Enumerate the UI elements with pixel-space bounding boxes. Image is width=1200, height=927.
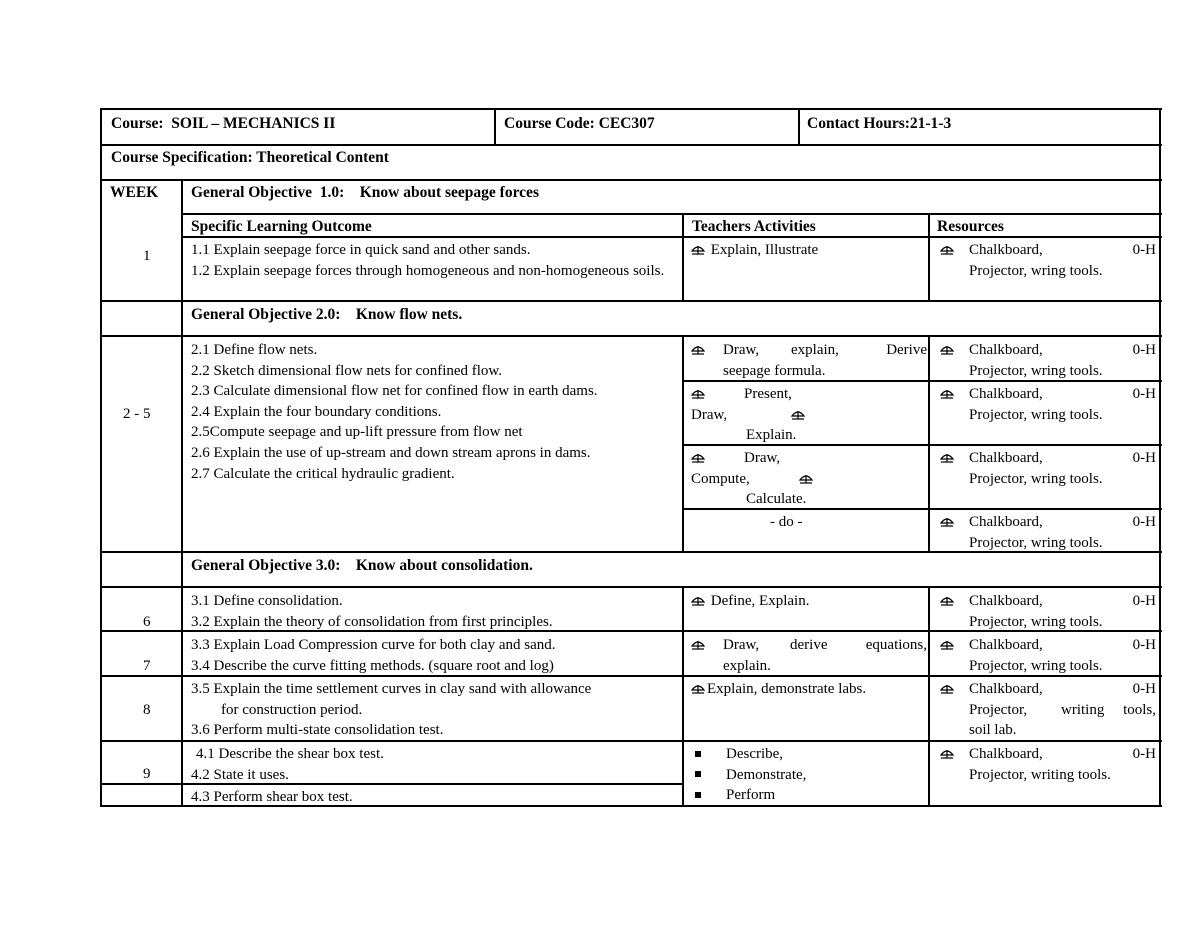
- outcome-item: 1.2 Explain seepage forces through homogeneous and non-homogeneous soils.: [191, 262, 665, 279]
- bullet-icon: [695, 771, 701, 777]
- week-header: WEEK: [110, 184, 159, 201]
- outcome-item: 3.2 Explain the theory of consolidation from first principles.: [191, 613, 553, 630]
- divider: [100, 179, 1162, 181]
- umbrella-icon: [940, 748, 954, 759]
- table-border-top: [100, 108, 1162, 110]
- teacher-activity: Present, Draw, Explain.: [691, 384, 927, 446]
- resources-header: Resources: [937, 218, 1004, 235]
- general-objective-1: General Objective 1.0: Know about seepage forces: [191, 184, 539, 201]
- divider: [181, 179, 183, 807]
- umbrella-icon: [940, 683, 954, 694]
- outcome-item: 2.7 Calculate the critical hydraulic gradient.: [191, 465, 455, 482]
- outcome-cell: [191, 635, 679, 676]
- divider: [494, 108, 496, 146]
- umbrella-icon: [940, 452, 954, 463]
- umbrella-icon: [940, 344, 954, 355]
- outcome-item: 2.5Compute seepage and up-lift pressure from flow net: [191, 424, 523, 441]
- divider: [100, 144, 1162, 146]
- outcome-cell: [191, 240, 679, 281]
- list-item: Perform: [690, 785, 926, 806]
- outcome-item: 1.1 Explain seepage force in quick sand and other sands.: [191, 242, 531, 258]
- outcome-item: 3.1 Define consolidation.: [191, 593, 343, 609]
- umbrella-icon: [940, 244, 954, 255]
- week-number: 9: [143, 766, 151, 782]
- divider: [682, 213, 684, 302]
- week-number: 6: [143, 614, 151, 630]
- teacher-activity: Explain, demonstrate labs.: [691, 679, 866, 700]
- outcome-item: 4.1 Describe the shear box test.: [196, 746, 384, 762]
- umbrella-icon: [940, 639, 954, 650]
- list-item: Demonstrate,: [690, 765, 926, 786]
- teacher-activity: Define, Explain.: [691, 591, 809, 612]
- divider: [798, 108, 800, 146]
- contact-hours: Contact Hours:21-1-3: [807, 115, 952, 132]
- bullet-icon: [695, 792, 701, 798]
- outcome-item: 2.6 Explain the use of up-stream and down stream aprons in dams.: [191, 444, 591, 461]
- umbrella-icon: [940, 595, 954, 606]
- outcome-item: 3.6 Perform multi-state consolidation test.: [191, 722, 444, 739]
- outcome-header: Specific Learning Outcome: [191, 218, 372, 235]
- resource-cell: Chalkboard, 0-H Projector, wring tools.: [940, 448, 1158, 489]
- week-number: 7: [143, 658, 151, 674]
- umbrella-icon: [940, 516, 954, 527]
- teachers-header: Teachers Activities: [692, 218, 816, 235]
- outcome-item: 3.3 Explain Load Compression curve for both clay and sand.: [191, 637, 556, 653]
- divider: [928, 335, 930, 553]
- divider: [182, 213, 1162, 215]
- list-item: Describe,: [690, 744, 926, 765]
- outcome-cell: [191, 744, 679, 808]
- umbrella-icon: [940, 388, 954, 399]
- week-number: 8: [143, 702, 151, 718]
- resource-cell: Chalkboard, 0-H Projector, wring tools.: [940, 635, 1158, 676]
- umbrella-icon: [691, 683, 705, 694]
- outcome-item: 4.2 State it uses.: [191, 766, 289, 783]
- teacher-activity: Draw, explain, Derive seepage formula.: [691, 340, 927, 381]
- resource-cell: Chalkboard, 0-H Projector, wring tools.: [940, 384, 1158, 425]
- bullet-icon: [695, 751, 701, 757]
- divider: [100, 335, 1162, 337]
- outcome-item: 3.5 Explain the time settlement curves in clay sand with allowance: [191, 681, 592, 697]
- outcome-item: 2.2 Sketch dimensional flow nets for confined flow.: [191, 362, 503, 379]
- course-title: Course: SOIL – MECHANICS II: [111, 115, 336, 132]
- umbrella-icon: [691, 452, 705, 463]
- resource-cell: Chalkboard, 0-H Projector, wring tools.: [940, 340, 1158, 381]
- outcome-item: for construction period.: [221, 701, 363, 718]
- resource-cell: Chalkboard, 0-H Projector, wring tools.: [940, 591, 1158, 632]
- course-code: Course Code: CEC307: [504, 115, 655, 132]
- umbrella-icon: [799, 473, 813, 484]
- teacher-activity: Explain, Illustrate: [691, 240, 818, 261]
- outcome-item: 2.3 Calculate dimensional flow net for confined flow in earth dams.: [191, 383, 598, 400]
- outcome-cell: [191, 591, 679, 632]
- course-specification: Course Specification: Theoretical Content: [111, 149, 389, 166]
- outcome-cell: [191, 340, 679, 484]
- umbrella-icon: [691, 388, 705, 399]
- teacher-activity: [690, 744, 926, 806]
- divider: [100, 300, 1162, 302]
- teacher-activity: Draw, derive equations, explain.: [691, 635, 927, 676]
- umbrella-icon: [691, 595, 705, 606]
- divider: [100, 586, 1162, 588]
- outcome-item: 2.4 Explain the four boundary conditions.: [191, 403, 442, 420]
- general-objective-3: General Objective 3.0: Know about consolidation.: [191, 557, 533, 574]
- divider: [928, 586, 930, 807]
- general-objective-2: General Objective 2.0: Know flow nets.: [191, 306, 463, 323]
- outcome-item: 2.1 Define flow nets.: [191, 342, 318, 358]
- umbrella-icon: [691, 344, 705, 355]
- resource-cell: Chalkboard, 0-H Projector, writing tools.: [940, 744, 1158, 785]
- umbrella-icon: [691, 639, 705, 650]
- divider: [928, 213, 930, 302]
- resource-cell: Chalkboard, 0-H Projector, wring tools.: [940, 240, 1158, 281]
- divider: [682, 586, 684, 807]
- umbrella-icon: [691, 244, 705, 255]
- week-number: 2 - 5: [123, 406, 151, 422]
- outcome-item: 4.3 Perform shear box test.: [191, 789, 353, 806]
- resource-cell: Chalkboard, 0-H Projector, wring tools.: [940, 512, 1158, 553]
- umbrella-icon: [791, 409, 805, 420]
- week-number: 1: [143, 248, 151, 264]
- table-border-left: [100, 108, 102, 807]
- outcome-item: 3.4 Describe the curve fitting methods. (square root and log): [191, 657, 554, 674]
- resource-cell: Chalkboard, 0-H Projector, writing tools, soil lab.: [940, 679, 1158, 741]
- teacher-activity: - do -: [770, 514, 803, 530]
- teacher-activity: Draw, Compute, Calculate.: [691, 448, 927, 510]
- outcome-cell: [191, 679, 679, 741]
- divider: [682, 335, 684, 553]
